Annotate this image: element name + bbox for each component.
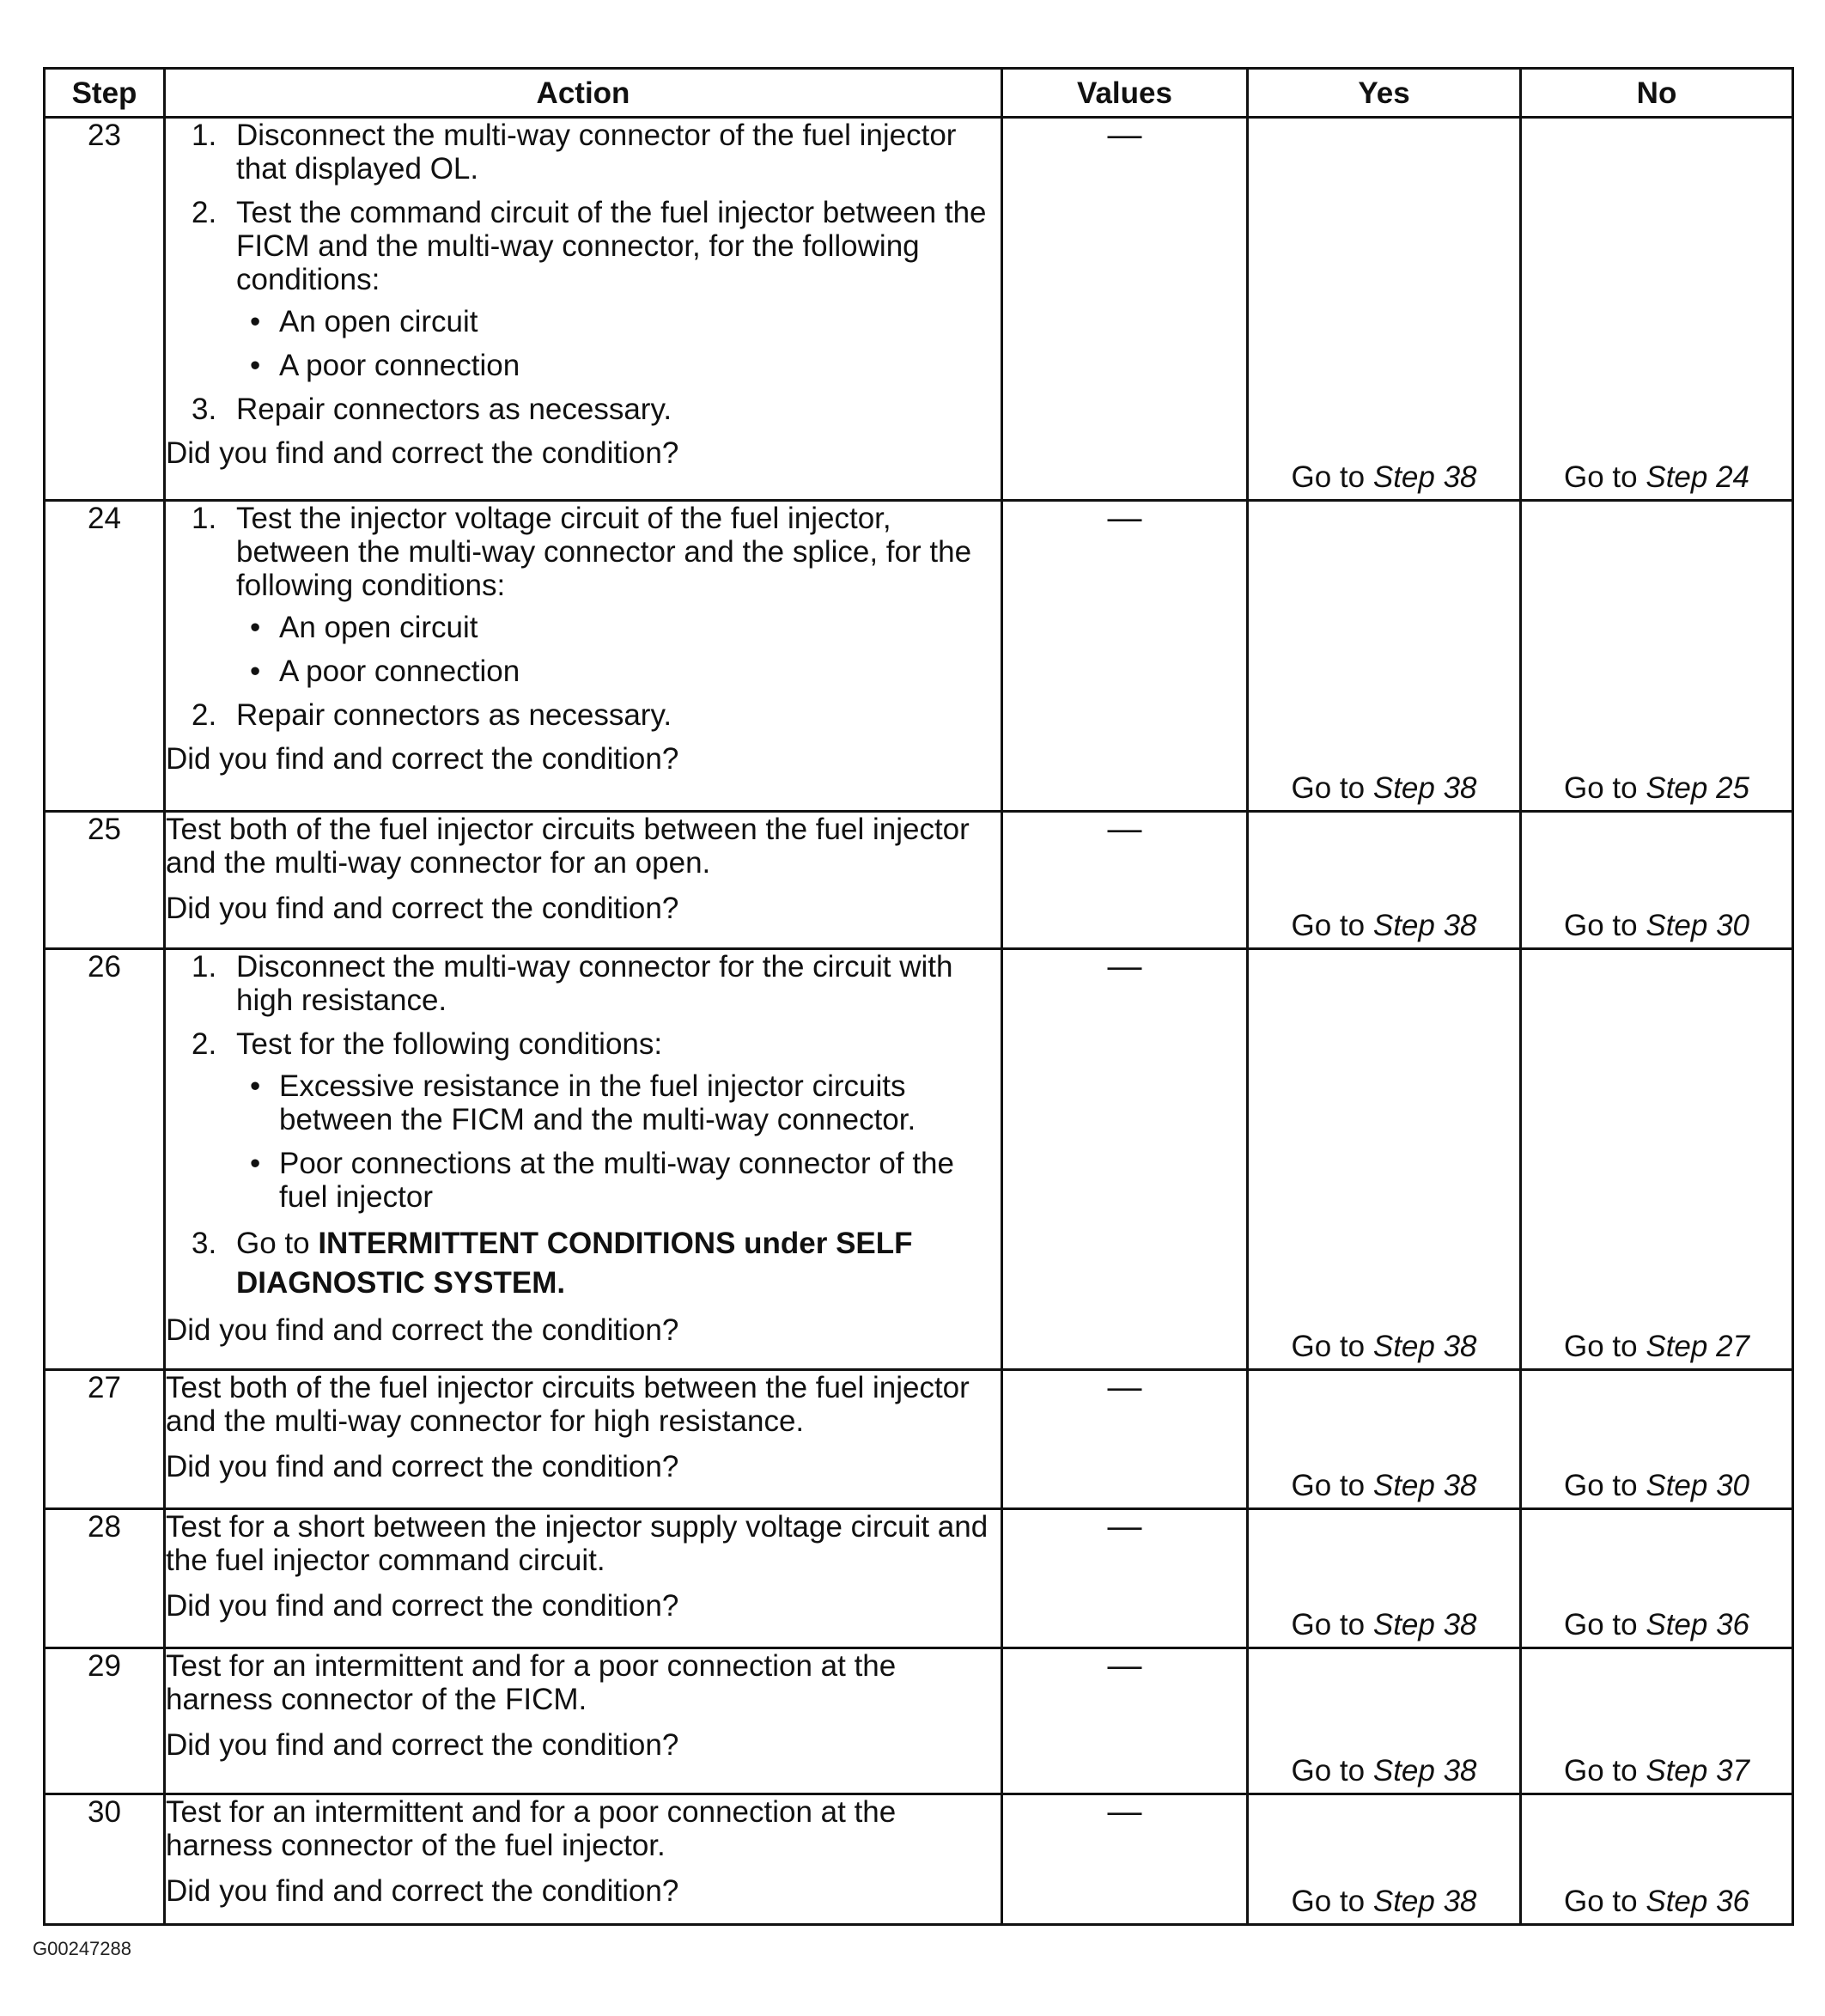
go-to-prefix: Go to: [1291, 1469, 1366, 1502]
table-row: [45, 812, 1793, 949]
value-cell: —: [1002, 501, 1248, 812]
no-cell: [1521, 118, 1793, 501]
condition-item: [236, 611, 1001, 644]
step-text: Disconnect the multi-way connector of the fuel injector that displayed OL.: [236, 119, 957, 186]
step-number: 23: [45, 118, 165, 501]
go-to-no: [1522, 771, 1792, 805]
go-to-prefix: Go to: [1564, 1608, 1638, 1641]
go-to-step-reference: Step 38: [1372, 909, 1477, 942]
step-reference-bold: INTERMITTENT CONDITIONS under SELF DIAGNOSTIC SYSTEM.: [236, 1227, 913, 1300]
go-to-prefix: Go to: [1564, 1330, 1638, 1363]
action-step: [166, 1224, 1001, 1303]
table-row: [45, 949, 1793, 1370]
yes-cell: [1248, 1509, 1521, 1648]
step-text: Repair connectors as necessary.: [236, 698, 672, 732]
no-column-header: No: [1521, 69, 1793, 118]
no-cell: [1521, 501, 1793, 812]
action-step: [166, 119, 1001, 186]
condition-text: A poor connection: [279, 349, 520, 382]
table-row: [45, 118, 1793, 501]
action-cell: [165, 1648, 1002, 1794]
bullet-icon: •: [250, 1147, 261, 1180]
values-column-header: Values: [1002, 69, 1248, 118]
step-index: 1.: [192, 950, 217, 984]
yes-cell: [1248, 1794, 1521, 1925]
action-steps: [166, 502, 1001, 732]
action-step: [166, 950, 1001, 1017]
action-step: [166, 502, 1001, 688]
step-number: 24: [45, 501, 165, 812]
no-cell: [1521, 1509, 1793, 1648]
step-index: 3.: [192, 393, 217, 426]
condition-list: [236, 611, 1001, 688]
yes-cell: [1248, 1370, 1521, 1509]
table-row: [45, 1648, 1793, 1794]
go-to-prefix: Go to: [1291, 1754, 1366, 1788]
go-to-yes: [1249, 460, 1519, 494]
action-question: Did you find and correct the condition?: [166, 892, 679, 925]
condition-text: Poor connections at the multi-way connector of the fuel injector: [279, 1147, 954, 1214]
no-cell: [1521, 1648, 1793, 1794]
go-to-step-reference: Step 25: [1646, 771, 1749, 805]
action-column-header: Action: [165, 69, 1002, 118]
step-number: 28: [45, 1509, 165, 1648]
value-cell: —: [1002, 949, 1248, 1370]
action-text: Test for an intermittent and for a poor connection at the harness connector of the fuel injector.: [166, 1795, 897, 1862]
yes-cell: [1248, 949, 1521, 1370]
action-steps: [166, 950, 1001, 1303]
step-index: 1.: [192, 119, 217, 152]
action-step: [166, 196, 1001, 382]
go-to-prefix: Go to: [1564, 1469, 1638, 1502]
action-cell: [165, 501, 1002, 812]
condition-item: [236, 1069, 1001, 1136]
step-column-header: Step: [45, 69, 165, 118]
bullet-icon: •: [250, 349, 261, 382]
go-to-step-reference: Step 38: [1372, 1885, 1477, 1918]
action-cell: [165, 812, 1002, 949]
condition-item: [236, 305, 1001, 338]
action-text: Test for an intermittent and for a poor connection at the harness connector of the FICM.: [166, 1649, 897, 1716]
go-to-step-reference: Step 30: [1646, 1469, 1749, 1502]
step-text: Test for the following conditions:: [236, 1027, 663, 1061]
go-to-step-reference: Step 38: [1372, 1608, 1477, 1641]
go-to-no: [1522, 1885, 1792, 1918]
step-number: 27: [45, 1370, 165, 1509]
action-question: Did you find and correct the condition?: [166, 1728, 679, 1762]
value-cell: —: [1002, 1794, 1248, 1925]
go-to-step-reference: Step 38: [1372, 1469, 1477, 1502]
go-to-prefix: Go to: [1564, 1885, 1638, 1918]
action-question: Did you find and correct the condition?: [166, 1450, 679, 1483]
action-step: [166, 1027, 1001, 1214]
yes-cell: [1248, 118, 1521, 501]
step-text: Test the command circuit of the fuel injector between the FICM and the multi-way connector, for the following conditions:: [236, 196, 987, 296]
action-question: Did you find and correct the condition?: [166, 742, 679, 776]
table-row: [45, 1370, 1793, 1509]
condition-text: Excessive resistance in the fuel injector circuits between the FICM and the multi-way connector.: [279, 1069, 916, 1136]
go-to-prefix: Go to: [1564, 909, 1638, 942]
condition-item: [236, 655, 1001, 688]
condition-item: [236, 349, 1001, 382]
value-cell: —: [1002, 812, 1248, 949]
step-number: 25: [45, 812, 165, 949]
action-step: [166, 698, 1001, 732]
action-text: Test both of the fuel injector circuits between the fuel injector and the multi-way connector for an open.: [166, 813, 970, 880]
go-to-yes: [1249, 1885, 1519, 1918]
go-to-yes: [1249, 771, 1519, 805]
value-cell: —: [1002, 118, 1248, 501]
yes-cell: [1248, 1648, 1521, 1794]
go-to-step-reference: Step 38: [1372, 1330, 1477, 1363]
condition-list: [236, 1069, 1001, 1214]
go-to-prefix: Go to: [1291, 460, 1366, 494]
step-index: 2.: [192, 1027, 217, 1061]
action-steps: [166, 119, 1001, 426]
go-to-step-reference: Step 38: [1372, 771, 1477, 805]
step-text-prefix: Go to: [236, 1227, 319, 1260]
value-cell: —: [1002, 1648, 1248, 1794]
action-cell: [165, 949, 1002, 1370]
action-question: Did you find and correct the condition?: [166, 1313, 679, 1347]
step-number: 26: [45, 949, 165, 1370]
diagnostic-table: [43, 67, 1794, 1926]
condition-text: A poor connection: [279, 655, 520, 688]
go-to-no: [1522, 1608, 1792, 1641]
step-index: 2.: [192, 698, 217, 732]
go-to-prefix: Go to: [1564, 460, 1638, 494]
go-to-step-reference: Step 27: [1646, 1330, 1749, 1363]
table-row: [45, 501, 1793, 812]
action-question: Did you find and correct the condition?: [166, 436, 679, 470]
no-cell: [1521, 1370, 1793, 1509]
action-question: Did you find and correct the condition?: [166, 1589, 679, 1623]
go-to-step-reference: Step 38: [1372, 460, 1477, 494]
go-to-yes: [1249, 909, 1519, 942]
action-question: Did you find and correct the condition?: [166, 1874, 679, 1908]
yes-column-header: Yes: [1248, 69, 1521, 118]
no-cell: [1521, 949, 1793, 1370]
condition-text: An open circuit: [279, 305, 478, 338]
go-to-prefix: Go to: [1291, 1885, 1366, 1918]
no-cell: [1521, 812, 1793, 949]
go-to-yes: [1249, 1469, 1519, 1502]
no-cell: [1521, 1794, 1793, 1925]
action-text: Test both of the fuel injector circuits between the fuel injector and the multi-way connector for high resistance.: [166, 1371, 970, 1438]
condition-item: [236, 1147, 1001, 1214]
go-to-prefix: Go to: [1564, 771, 1638, 805]
value-cell: —: [1002, 1370, 1248, 1509]
go-to-step-reference: Step 24: [1646, 460, 1749, 494]
step-text: Test the injector voltage circuit of the fuel injector, between the multi-way connector and the splice, for the following conditions:: [236, 502, 972, 602]
table-row: [45, 1509, 1793, 1648]
condition-list: [236, 305, 1001, 382]
step-text: Disconnect the multi-way connector for the circuit with high resistance.: [236, 950, 953, 1017]
condition-text: An open circuit: [279, 611, 478, 644]
go-to-prefix: Go to: [1291, 1608, 1366, 1641]
go-to-yes: [1249, 1330, 1519, 1363]
go-to-yes: [1249, 1608, 1519, 1641]
step-number: 29: [45, 1648, 165, 1794]
go-to-prefix: Go to: [1291, 771, 1366, 805]
table-row: [45, 1794, 1793, 1925]
step-index: 3.: [192, 1227, 217, 1260]
go-to-step-reference: Step 36: [1646, 1608, 1749, 1641]
go-to-prefix: Go to: [1291, 909, 1366, 942]
go-to-no: [1522, 460, 1792, 494]
go-to-prefix: Go to: [1564, 1754, 1638, 1788]
bullet-icon: •: [250, 1069, 261, 1103]
go-to-yes: [1249, 1754, 1519, 1788]
bullet-icon: •: [250, 305, 261, 338]
action-text: Test for a short between the injector supply voltage circuit and the fuel injector command circuit.: [166, 1510, 989, 1577]
go-to-step-reference: Step 36: [1646, 1885, 1749, 1918]
go-to-step-reference: Step 38: [1372, 1754, 1477, 1788]
step-index: 1.: [192, 502, 217, 535]
action-cell: [165, 1370, 1002, 1509]
figure-code: G00247288: [33, 1938, 131, 1959]
table-body: [45, 118, 1793, 1925]
step-index: 2.: [192, 196, 217, 229]
step-text: Repair connectors as necessary.: [236, 393, 672, 426]
action-cell: [165, 1509, 1002, 1648]
go-to-no: [1522, 1330, 1792, 1363]
go-to-no: [1522, 1754, 1792, 1788]
bullet-icon: •: [250, 655, 261, 688]
yes-cell: [1248, 501, 1521, 812]
action-cell: [165, 1794, 1002, 1925]
value-cell: —: [1002, 1509, 1248, 1648]
action-cell: [165, 118, 1002, 501]
bullet-icon: •: [250, 611, 261, 644]
go-to-no: [1522, 909, 1792, 942]
go-to-no: [1522, 1469, 1792, 1502]
go-to-step-reference: Step 30: [1646, 909, 1749, 942]
step-number: 30: [45, 1794, 165, 1925]
header-row: [45, 69, 1793, 118]
action-step: [166, 393, 1001, 426]
go-to-step-reference: Step 37: [1646, 1754, 1749, 1788]
go-to-prefix: Go to: [1291, 1330, 1366, 1363]
yes-cell: [1248, 812, 1521, 949]
